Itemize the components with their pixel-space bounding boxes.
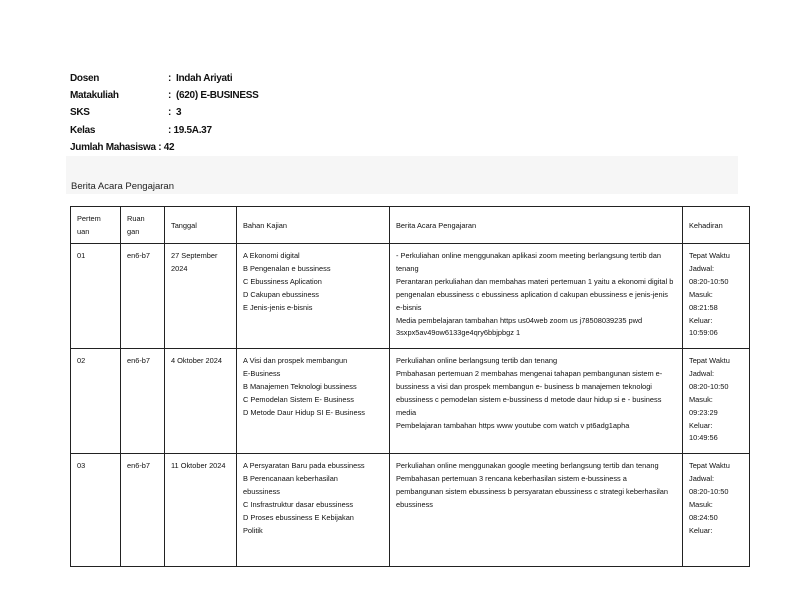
kehadiran-line: 08:20-10:50 [689, 381, 729, 391]
bahan-line: D Metode Daur Hidup SI E- Business [243, 407, 365, 417]
berita-paragraph: Media pembelajaran tambahan https us04web zoom us j78508039235 pwd 3sxpx5av49ow6133ge4qry6bbjpbgz 1 [396, 315, 643, 338]
colon: : [155, 141, 164, 153]
kehadiran-line: 08:20-10:50 [689, 276, 729, 286]
berita-paragraph: Perantaran perkuliahan dan membahas materi pertemuan 1 yaitu a ekonomi digital b pengenalan ebussiness c ebussiness aplication d cakupan ebussiness e jenis-jenis e-bisnis [396, 276, 674, 312]
bahan-line: A Persyaratan Baru pada ebussiness [243, 461, 365, 470]
kehadiran-status: Tepat Waktu [689, 251, 730, 260]
jumlah-label: Jumlah Mahasiswa [70, 141, 156, 153]
section-title: Berita Acara Pengajaran [71, 181, 174, 192]
kehadiran-line: Masuk: [689, 499, 713, 509]
tanggal-line: 11 Oktober 2024 [171, 461, 226, 470]
cell-ruangan: en6-b7 [121, 244, 165, 349]
info-jumlah-mahasiswa [70, 139, 258, 156]
bahan-line: B Pengenalan e bussiness [243, 263, 331, 273]
header-tanggal: Tanggal [165, 207, 237, 244]
cell-tanggal [165, 454, 237, 567]
dosen-value: Indah Ariyati [176, 73, 233, 84]
bahan-line: E Jenis-jenis e-bisnis [243, 302, 313, 312]
info-matakuliah [70, 87, 258, 104]
kehadiran-line: 10:49:56 [689, 433, 718, 443]
info-dosen [70, 70, 258, 87]
course-info [70, 70, 258, 156]
berita-paragraph: - Perkuliahan online menggunakan aplikasi zoom meeting berlangsung tertib dan tenang [396, 251, 661, 273]
cell-kehadiran [683, 349, 750, 454]
bahan-line: A Visi dan prospek membangun [243, 356, 348, 365]
jumlah-value: 42 [163, 141, 175, 153]
cell-ruangan: en6-b7 [121, 349, 165, 454]
header-bahan-kajian: Bahan Kajian [237, 207, 390, 244]
cell-bahan-kajian [237, 244, 390, 349]
table-row [71, 454, 750, 567]
cell-pertemuan: 01 [71, 244, 121, 349]
table-row [71, 244, 750, 349]
dosen-label: Dosen [70, 73, 100, 84]
cell-tanggal [165, 349, 237, 454]
header-text: Pertem [77, 214, 101, 224]
cell-tanggal [165, 244, 237, 349]
colon: : [168, 107, 176, 119]
cell-ruangan: en6-b7 [121, 454, 165, 567]
colon: : [168, 73, 176, 84]
kehadiran-line: 09:23:29 [689, 407, 718, 417]
berita-paragraph: Perkuliahan online berlangsung tertib dan tenang [396, 356, 558, 365]
matakuliah-label: Matakuliah [70, 90, 119, 102]
kehadiran-line: Keluar: [689, 525, 713, 535]
info-kelas [70, 122, 258, 139]
berita-paragraph: Pembelajaran tambahan https www youtube com watch v pt6adg1apha [396, 420, 630, 430]
bahan-line: D Proses ebussiness E Kebijakan [243, 512, 354, 522]
tanggal-line: 4 Oktober 2024 [171, 356, 222, 365]
kehadiran-line: Keluar: [689, 420, 713, 430]
berita-paragraph: Pembahasan pertemuan 3 rencana keberhasilan sistem e-bussiness a pembangunan sistem ebussiness b persyaratan ebussiness c strategi keberhasilan ebussiness [396, 473, 668, 509]
kehadiran-line: 08:20-10:50 [689, 486, 729, 496]
kehadiran-line: Jadwal: [689, 473, 715, 483]
kelas-value: 19.5A.37 [173, 124, 212, 136]
matakuliah-value: (620) E-BUSINESS [176, 90, 259, 102]
header-text: Ruan [127, 214, 145, 224]
bahan-line: A Ekonomi digital [243, 251, 300, 260]
bahan-line: C Ebussiness Aplication [243, 276, 322, 286]
cell-kehadiran [683, 244, 750, 349]
berita-acara-table [70, 206, 750, 567]
cell-bahan-kajian [237, 454, 390, 567]
berita-paragraph: Pmbahasan pertemuan 2 membahas mengenai tahapan pembangunan sistem e-bussiness a visi dan prospek membangun e- business b manajemen teknologi ebussiness c pemodelan sistem e-bussiness d metode daur hidup si e - business media [396, 368, 663, 417]
table-header-row [71, 207, 750, 244]
bahan-line: C Pemodelan Sistem E- Business [243, 394, 354, 404]
bahan-line: B Manajemen Teknologi bussiness [243, 381, 357, 391]
cell-berita-acara [390, 349, 683, 454]
kehadiran-line: 08:21:58 [689, 302, 718, 312]
kehadiran-status: Tepat Waktu [689, 461, 730, 470]
kehadiran-line: Jadwal: [689, 263, 715, 273]
bahan-line: ebussiness [243, 486, 280, 496]
bahan-line: C Insfrastruktur dasar ebussiness [243, 499, 354, 509]
kehadiran-line: Keluar: [689, 315, 713, 325]
bahan-line: Politik [243, 525, 263, 535]
bahan-line: D Cakupan ebussiness [243, 289, 320, 299]
kehadiran-line: Masuk: [689, 394, 713, 404]
sks-value: 3 [176, 107, 182, 119]
bahan-line: E-Business [243, 368, 281, 378]
berita-paragraph: Perkuliahan online menggunakan google meeting berlangsung tertib dan tenang [396, 461, 659, 470]
kehadiran-line: Masuk: [689, 289, 713, 299]
tanggal-line: 27 September [171, 251, 218, 260]
kehadiran-line: 10:59:06 [689, 328, 718, 338]
cell-bahan-kajian [237, 349, 390, 454]
bahan-line: B Perencanaan keberhasilan [243, 473, 338, 483]
kehadiran-line: Jadwal: [689, 368, 715, 378]
header-text: gan [127, 227, 140, 236]
cell-pertemuan: 03 [71, 454, 121, 567]
header-text: uan [77, 227, 90, 236]
tanggal-line: 2024 [171, 263, 188, 273]
header-kehadiran: Kehadiran [683, 207, 750, 244]
header-ruangan [121, 207, 165, 244]
cell-berita-acara [390, 454, 683, 567]
kelas-label: Kelas [70, 124, 96, 136]
cell-berita-acara [390, 244, 683, 349]
cell-pertemuan: 02 [71, 349, 121, 454]
kehadiran-status: Tepat Waktu [689, 356, 730, 365]
cell-kehadiran [683, 454, 750, 567]
table-row [71, 349, 750, 454]
colon: : [168, 124, 174, 136]
sks-label: SKS [70, 107, 90, 119]
colon: : [168, 90, 176, 102]
header-berita-acara: Berita Acara Pengajaran [390, 207, 683, 244]
info-sks [70, 104, 258, 121]
header-pertemuan [71, 207, 121, 244]
kehadiran-line: 08:24:50 [689, 512, 718, 522]
